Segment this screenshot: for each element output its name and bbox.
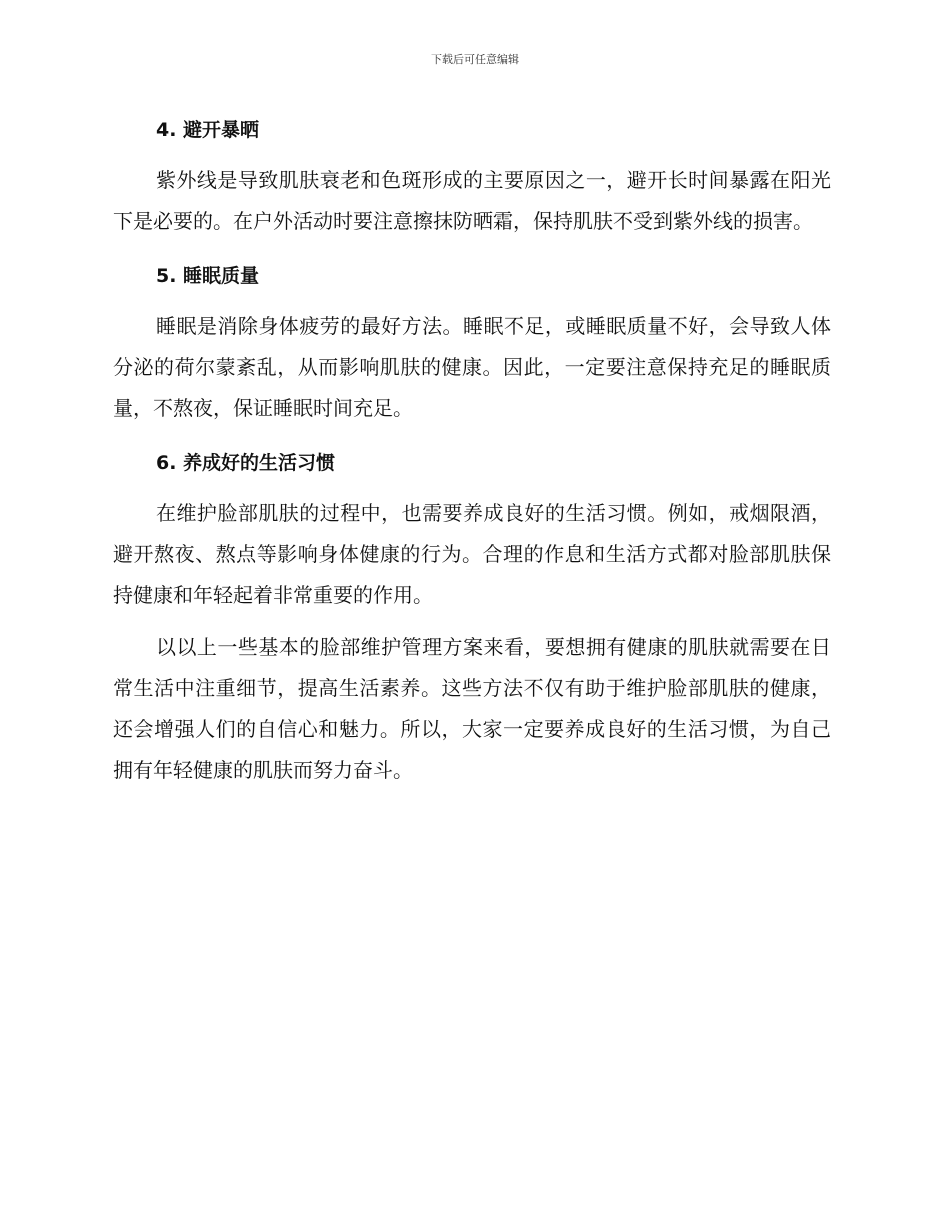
paragraph: 在维护脸部肌肤的过程中，也需要养成良好的生活习惯。例如，戒烟限酒，避开熬夜、熬点等影响身体健康的行为。合理的作息和生活方式都对脸部肌肤保持健康和年轻起着非常重要的作用。 [113, 501, 831, 607]
page-header: 下载后可任意编辑 [431, 53, 519, 66]
paragraph: 睡眠是消除身体疲劳的最好方法。睡眠不足，或睡眠质量不好，会导致人体分泌的荷尔蒙紊乱，从而影响肌肤的健康。因此，一定要注意保持充足的睡眠质量，不熬夜，保证睡眠时间充足。 [113, 314, 831, 420]
section-heading-good-habits: 6. 养成好的生活习惯 [156, 452, 336, 474]
section-heading-avoid-sun: 4. 避开暴晒 [156, 119, 260, 141]
section-heading-sleep-quality: 5. 睡眠质量 [156, 265, 260, 287]
paragraph-conclusion: 以以上一些基本的脸部维护管理方案来看，要想拥有健康的肌肤就需要在日常生活中注重细节，提高生活素养。这些方法不仅有助于维护脸部肌肤的健康，还会增强人们的自信心和魅力。所以，大家一定要养成良好的生活习惯，为自己拥有年轻健康的肌肤而努力奋斗。 [113, 635, 831, 782]
paragraph: 紫外线是导致肌肤衰老和色斑形成的主要原因之一，避开长时间暴露在阳光下是必要的。在户外活动时要注意擦抹防晒霜，保持肌肤不受到紫外线的损害。 [113, 168, 831, 233]
document-body [113, 108, 831, 791]
